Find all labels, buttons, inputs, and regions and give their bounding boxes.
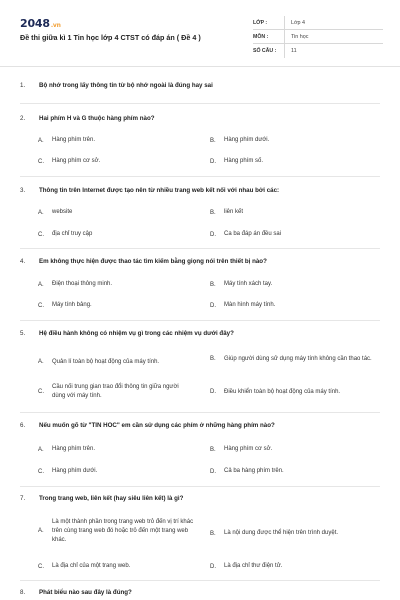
meta-value: Tin học bbox=[291, 33, 309, 40]
meta-label: MÔN : bbox=[253, 30, 285, 43]
option-a[interactable]: A. Quản lí toàn bộ hoạt động của máy tính. bbox=[38, 358, 160, 365]
option-d[interactable]: D. Là địa chỉ thư điện tử. bbox=[210, 563, 283, 570]
meta-row-class bbox=[253, 16, 383, 30]
option-a[interactable]: A. Hàng phím trên. bbox=[38, 137, 96, 144]
question-separator bbox=[20, 320, 380, 321]
option-b[interactable]: B. Hàng phím cơ sở. bbox=[210, 446, 273, 453]
meta-value: 11 bbox=[291, 48, 297, 54]
question-separator bbox=[20, 176, 380, 177]
question-6: 6. Nếu muốn gõ từ "TIN HOC" em cần sử dụng các phím ở những hàng phím nào? bbox=[20, 422, 275, 429]
question-separator bbox=[20, 580, 380, 581]
question-8: 8. Phát biểu nào sau đây là đúng? bbox=[20, 589, 132, 596]
meta-row-subject bbox=[253, 30, 383, 44]
meta-label: SỐ CÂU : bbox=[253, 44, 285, 58]
question-4: 4. Em không thực hiện được thao tác tìm kiếm bằng giọng nói trên thiết bị nào? bbox=[20, 258, 267, 265]
option-b[interactable]: B. liên kết bbox=[210, 209, 244, 216]
site-logo[interactable]: 2048.vn bbox=[20, 17, 61, 30]
option-d[interactable]: D. Màn hình máy tính. bbox=[210, 302, 276, 309]
question-separator bbox=[20, 103, 380, 104]
option-b[interactable]: B. Giúp người dùng sử dụng máy tính không cần thao tác. bbox=[210, 355, 372, 362]
option-a[interactable]: A. website bbox=[38, 209, 73, 216]
option-c[interactable]: C. Cầu nối trung gian trao đổi thông tin giữa người dùng với máy tính. bbox=[38, 384, 179, 399]
exam-title: Đề thi giữa kì 1 Tin học lớp 4 CTST có đáp án ( Đề 4 ) bbox=[20, 33, 201, 42]
option-b[interactable]: B. Máy tính xách tay. bbox=[210, 281, 273, 288]
question-2: 2. Hai phím H và G thuộc hàng phím nào? bbox=[20, 115, 155, 122]
exam-meta-table bbox=[253, 16, 383, 58]
question-3: 3. Thông tin trên Internet được tạo nên từ nhiều trang web kết nối với nhau bởi các: bbox=[20, 187, 280, 194]
option-d[interactable]: D. Cả ba hàng phím trên. bbox=[210, 468, 284, 475]
question-separator bbox=[20, 486, 380, 487]
page-header bbox=[0, 0, 400, 66]
option-b[interactable]: B. Hàng phím dưới. bbox=[210, 137, 270, 144]
option-b[interactable]: B. Là nội dung được thể hiện trên trình duyệt. bbox=[210, 530, 339, 537]
question-5: 5. Hệ điều hành không có nhiệm vụ gì trong các nhiệm vụ dưới đây? bbox=[20, 330, 234, 337]
meta-row-count bbox=[253, 44, 383, 58]
option-c[interactable]: C. Máy tính bảng. bbox=[38, 302, 92, 309]
option-a[interactable]: A. Điện thoại thông minh. bbox=[38, 281, 113, 288]
question-1: 1. Bộ nhớ trong lấy thông tin từ bộ nhớ ngoài là đúng hay sai bbox=[20, 82, 213, 89]
meta-label: LỚP : bbox=[253, 16, 285, 29]
option-a[interactable]: A. Hàng phím trên. bbox=[38, 446, 96, 453]
question-separator bbox=[20, 412, 380, 413]
option-c[interactable]: C. Là địa chỉ của một trang web. bbox=[38, 563, 131, 570]
option-c[interactable]: C. Hàng phím dưới. bbox=[38, 468, 98, 475]
option-d[interactable]: D. Hàng phím số. bbox=[210, 158, 264, 165]
option-d[interactable]: D. Điều khiển toàn bộ hoạt động của máy tính. bbox=[210, 388, 341, 395]
option-c[interactable]: C. Hàng phím cơ sở. bbox=[38, 158, 101, 165]
meta-value: Lớp 4 bbox=[291, 19, 306, 26]
option-c[interactable]: C. địa chỉ truy cập bbox=[38, 231, 93, 238]
question-7: 7. Trong trang web, liên kết (hay siêu liên kết) là gì? bbox=[20, 495, 184, 502]
option-a[interactable]: A. Là một thành phần trong trang web trỏ đến vị trí khác trên cùng trang web đó hoặc trỏ đến một trang web khác. bbox=[38, 518, 194, 543]
header-divider bbox=[0, 66, 400, 67]
option-d[interactable]: D. Ca ba đáp án đều sai bbox=[210, 231, 282, 238]
question-separator bbox=[20, 248, 380, 249]
